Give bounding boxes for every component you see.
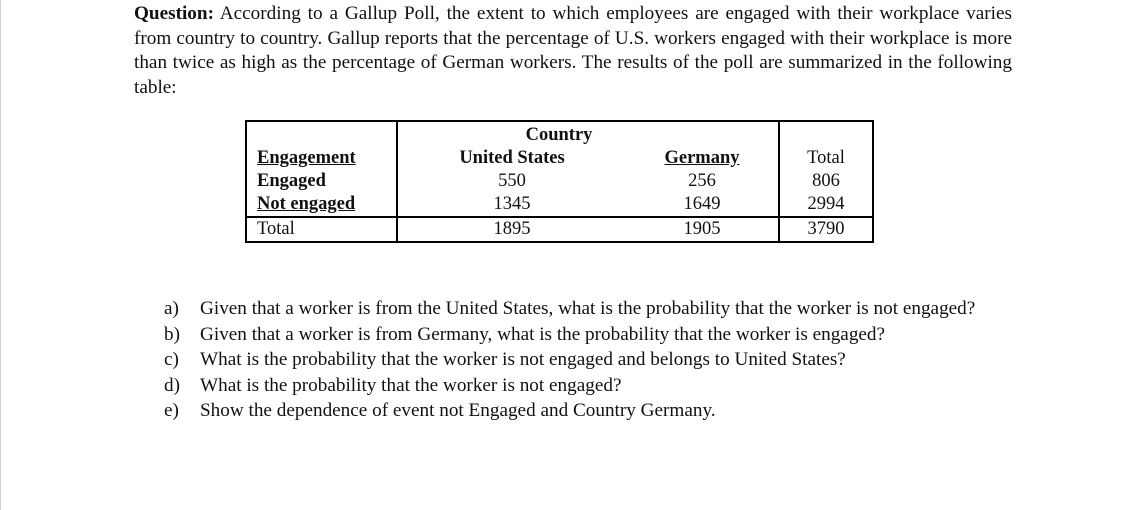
row-label-not-engaged: Not engaged (246, 193, 397, 217)
table-cell: 1345 (493, 194, 531, 214)
row-label-total: Total (246, 217, 397, 242)
engagement-header: Engagement (246, 147, 397, 170)
table-row (246, 193, 873, 217)
table-cell: 1905 (626, 217, 779, 242)
col-header-united-states: United States (459, 148, 565, 168)
page-left-border (0, 0, 1, 510)
contingency-table (245, 120, 874, 243)
table-cell: 1649 (626, 193, 779, 217)
table-total-corner (779, 121, 873, 147)
question-text: According to a Gallup Poll, the extent to which employees are engaged with their workplace varies from country to country. Gallup reports that the percentage of U.S. workers engaged with their workplace is more than twice as high as the percentage of German workers. The results of the poll are summarized in the following table: (134, 3, 1012, 98)
table-corner-cell (246, 121, 397, 147)
table-header-row (246, 147, 873, 170)
table-row (246, 217, 873, 242)
list-item: b) Given that a worker is from Germany, what is the probability that the worker is engaged? (164, 323, 886, 345)
row-label-engaged: Engaged (246, 170, 397, 193)
list-item: a) Given that a worker is from the United States, what is the probability that the worker is not engaged? (164, 298, 976, 319)
table-cell: 3790 (779, 217, 873, 242)
table-cell: 1895 (397, 217, 626, 242)
table-cell: 806 (812, 171, 840, 191)
question-paragraph (134, 2, 1012, 100)
question-label: Question: (134, 3, 214, 24)
country-header: Country (397, 121, 779, 147)
list-item: d) What is the probability that the worker is not engaged? (164, 374, 622, 396)
table-cell: 2994 (807, 194, 845, 214)
col-header-germany: Germany (626, 147, 779, 170)
list-item: e) Show the dependence of event not Engaged and Country Germany. (164, 400, 716, 421)
table-cell: 550 (498, 171, 526, 191)
list-item: c) What is the probability that the worker is not engaged and belongs to United States? (164, 349, 846, 370)
table-cell: 256 (626, 170, 779, 193)
col-header-total: Total (807, 148, 845, 168)
question-parts-list (164, 296, 1024, 424)
table-group-header-row (246, 121, 873, 147)
table-row (246, 170, 873, 193)
